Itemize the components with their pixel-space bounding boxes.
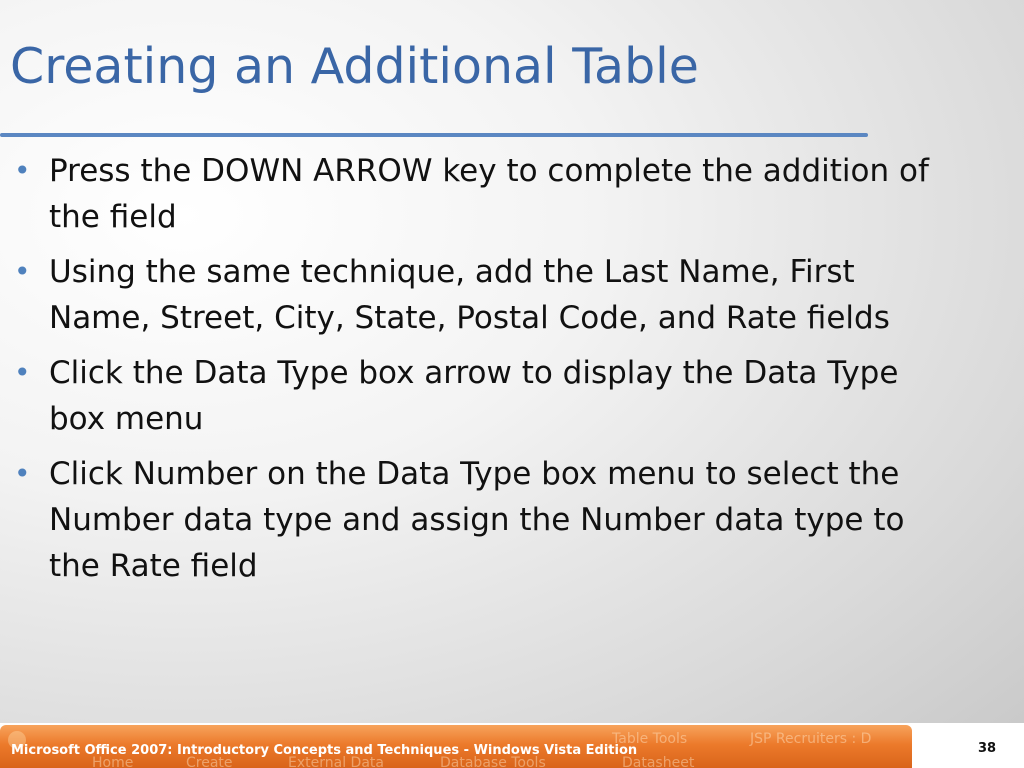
ghost-tab-external-data: External Data	[288, 755, 384, 768]
slide-title: Creating an Additional Table	[10, 38, 699, 95]
bullet-item	[0, 249, 960, 341]
footer-text: Microsoft Office 2007: Introductory Concepts and Techniques - Windows Vista Edition	[11, 743, 638, 758]
ghost-tab-home: Home	[92, 755, 134, 768]
slide-footer	[0, 723, 1024, 768]
ghost-tab-database-tools: Database Tools	[440, 755, 546, 768]
bullet-text: Press the DOWN ARROW key to complete the addition of the field	[49, 153, 929, 235]
bullet-item	[0, 148, 960, 240]
bullet-icon: •	[14, 356, 31, 389]
title-underline	[0, 133, 868, 137]
ghost-tab-create: Create	[186, 755, 233, 768]
bullet-item	[0, 451, 960, 589]
bullet-icon: •	[14, 154, 31, 187]
bullet-text: Click the Data Type box arrow to display the Data Type box menu	[49, 355, 899, 437]
bullet-item	[0, 350, 960, 442]
ghost-recruiters: JSP Recruiters : D	[750, 731, 872, 747]
footer-bar	[0, 725, 912, 768]
bullet-icon: •	[14, 255, 31, 288]
bullet-icon: •	[14, 457, 31, 490]
ghost-table-tools: Table Tools	[612, 731, 688, 747]
bullet-list	[0, 148, 960, 598]
bullet-text: Click Number on the Data Type box menu to select the Number data type and assign the Number data type to the Rate field	[49, 456, 905, 584]
bullet-text: Using the same technique, add the Last Name, First Name, Street, City, State, Postal Code, and Rate fields	[49, 254, 890, 336]
ghost-tab-datasheet: Datasheet	[622, 755, 695, 768]
page-number: 38	[978, 741, 997, 756]
